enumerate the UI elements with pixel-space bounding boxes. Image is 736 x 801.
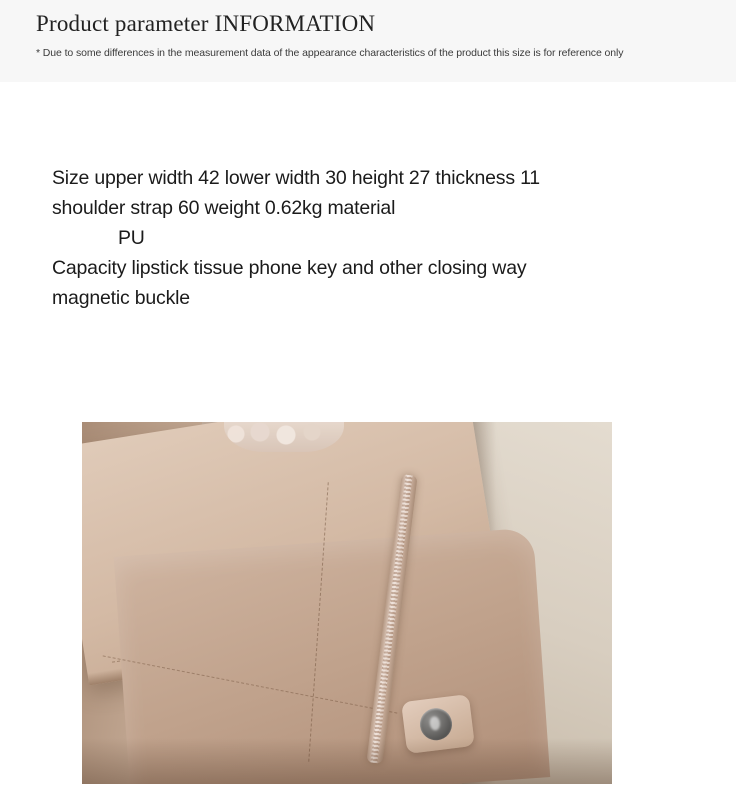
page-title: Product parameter INFORMATION: [36, 11, 376, 36]
product-photo: [82, 422, 612, 784]
spec-line-strap-weight-material: shoulder strap 60 weight 0.62kg material: [52, 197, 396, 219]
header-band: [0, 0, 736, 82]
spec-line-size: Size upper width 42 lower width 30 height 27 thickness 11: [52, 167, 540, 189]
photo-floor-shadow: [82, 738, 612, 784]
spec-line-capacity: Capacity lipstick tissue phone key and other closing way: [52, 257, 527, 279]
header-disclaimer-note: * Due to some differences in the measurement data of the appearance characteristics of the product this size is for reference only: [36, 47, 624, 59]
spec-line-material-value: PU: [118, 227, 145, 249]
spec-line-closing-way: magnetic buckle: [52, 287, 190, 309]
bag-lace-trim: [224, 422, 344, 452]
product-photo-image: [82, 422, 612, 784]
product-spec-block: [52, 163, 652, 313]
